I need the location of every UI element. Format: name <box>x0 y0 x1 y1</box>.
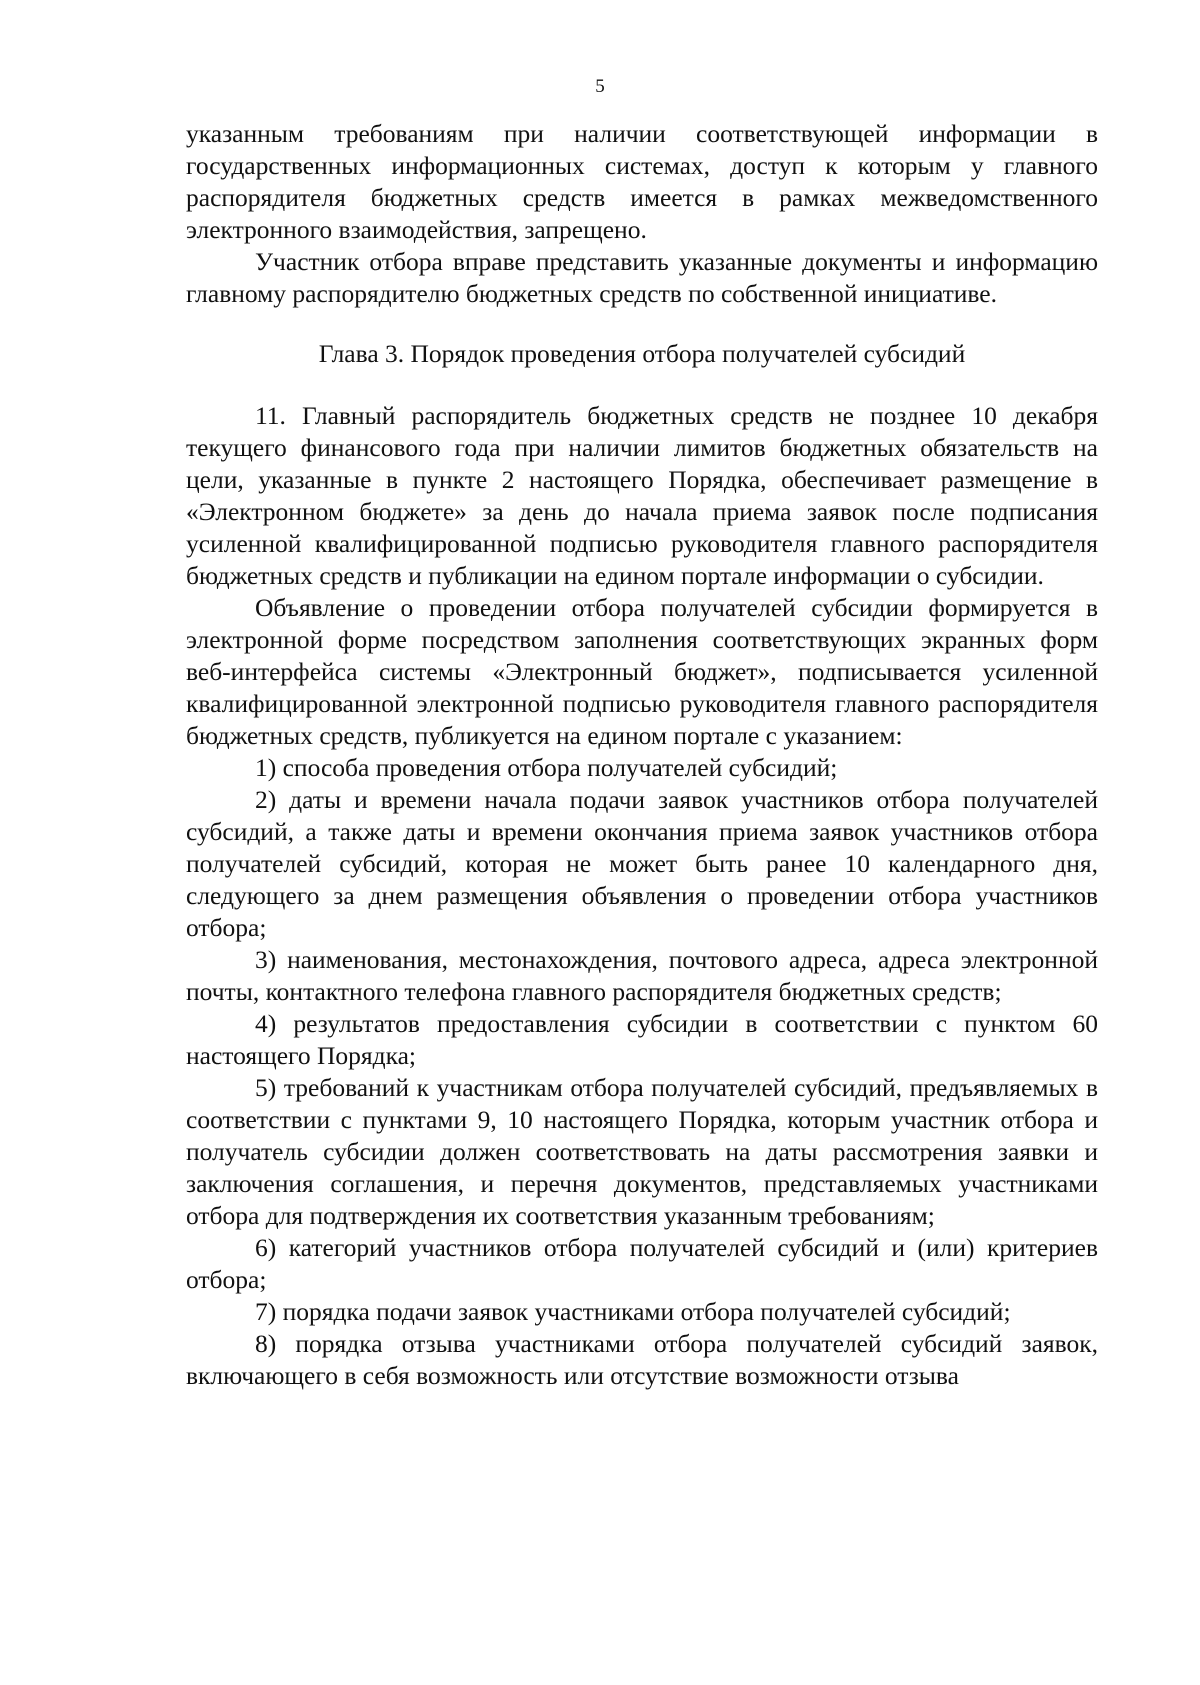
list-item-4: 4) результатов предоставления субсидии в соответствии с пунктом 60 настоящего Порядка; <box>186 1009 1098 1070</box>
chapter-heading: Глава 3. Порядок проведения отбора получателей субсидий <box>318 339 966 368</box>
list-item-5: 5) требований к участникам отбора получателей субсидий, предъявляемых в соответствии с пунктами 9, 10 настоящего Порядка, которым участник отбора и получатель субсидии должен соответствовать на даты рассмотрения заявки и заключения соглашения, и перечня документов, представляемых участниками отбора для подтверждения их соответствия указанным требованиям; <box>186 1073 1098 1230</box>
paragraph-announcement: Объявление о проведении отбора получателей субсидии формируется в электронной форме посредством заполнения соответствующих экранных форм веб-интерфейса системы «Электронный бюджет», подписывается усиленной квалифицированной электронной подписью руководителя главного распорядителя бюджетных средств, публикуется на едином портале с указанием: <box>186 593 1098 750</box>
paragraph-item-11: 11. Главный распорядитель бюджетных средств не позднее 10 декабря текущего финансового года при наличии лимитов бюджетных обязательств на цели, указанные в пункте 2 настоящего Порядка, обеспечивает размещение в «Электронном бюджете» за день до начала приема заявок после подписания усиленной квалифицированной подписью руководителя главного распорядителя бюджетных средств и публикации на едином портале информации о субсидии. <box>186 401 1098 590</box>
list-item-7: 7) порядка подачи заявок участниками отбора получателей субсидий; <box>255 1297 1011 1326</box>
document-body <box>186 118 1098 1392</box>
page-number: 5 <box>595 76 605 97</box>
paragraph-continuation: указанным требованиям при наличии соответствующей информации в государственных информационных системах, доступ к которым у главного распорядителя бюджетных средств имеется в рамках межведомственного электронного взаимодействия, запрещено. <box>186 119 1098 244</box>
list-item-8: 8) порядка отзыва участниками отбора получателей субсидий заявок, включающего в себя возможность или отсутствие возможности отзыва <box>186 1329 1098 1390</box>
list-item-2: 2) даты и времени начала подачи заявок участников отбора получателей субсидий, а также даты и времени окончания приема заявок участников отбора получателей субсидий, которая не может быть ранее 10 календарного дня, следующего за днем размещения объявления о проведении отбора участников отбора; <box>186 785 1098 942</box>
list-item-1: 1) способа проведения отбора получателей субсидий; <box>255 753 838 782</box>
list-item-3: 3) наименования, местонахождения, почтового адреса, адреса электронной почты, контактного телефона главного распорядителя бюджетных средств; <box>186 945 1098 1006</box>
list-item-6: 6) категорий участников отбора получателей субсидий и (или) критериев отбора; <box>186 1233 1098 1294</box>
paragraph: Участник отбора вправе представить указанные документы и информацию главному распорядителю бюджетных средств по собственной инициативе. <box>186 247 1098 308</box>
